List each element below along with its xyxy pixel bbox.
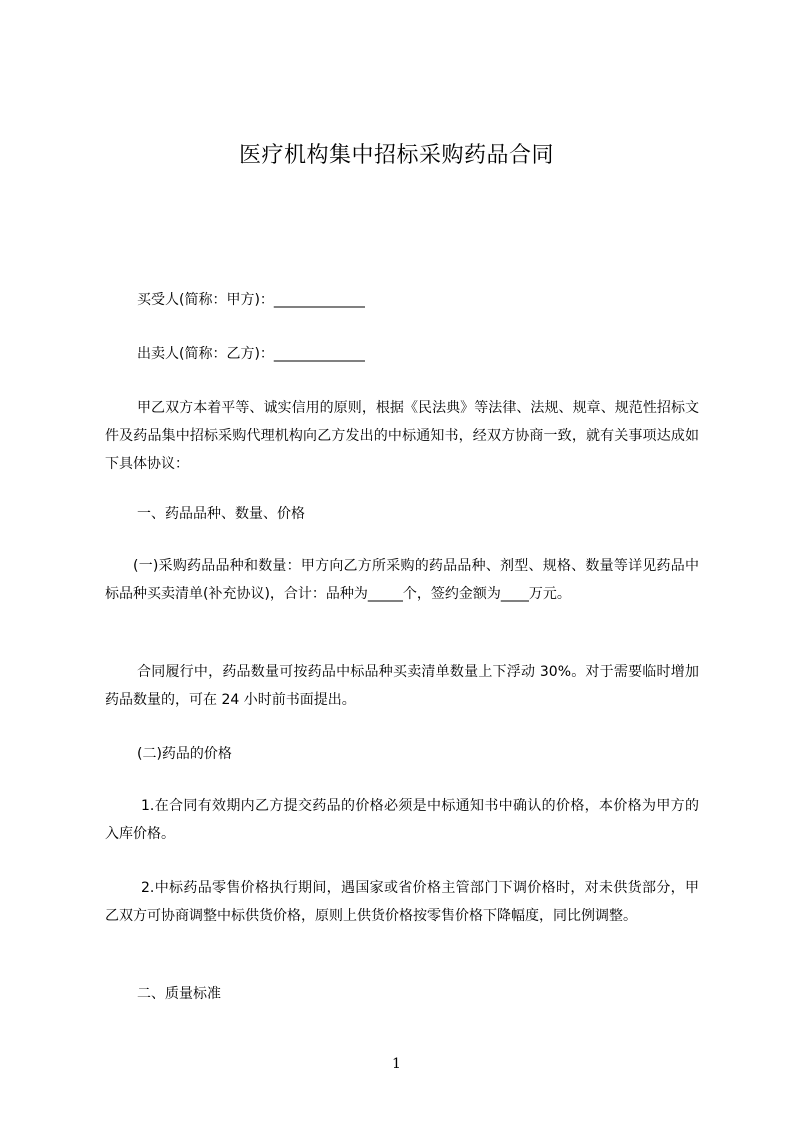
buyer-line: 买受人(简称：甲方)：_____________	[137, 292, 365, 308]
preamble-paragraph: 甲乙双方本着平等、诚实信用的原则，根据《民法典》等法律、法规、规章、规范性招标文件及药品集中招标采购代理机构向乙方发出的中标通知书，经双方协商一致，就有关事项达成如下具体协议：	[105, 400, 699, 472]
section-heading-quality-standard: 二、质量标准	[137, 986, 221, 1002]
document-title: 医疗机构集中招标采购药品合同	[238, 143, 554, 168]
page-number: 1	[392, 1056, 401, 1072]
quantity-note-paragraph: 合同履行中，药品数量可按药品中标品种买卖清单数量上下浮动 30%。对于需要临时增加药品数量的，可在 24 小时前书面提出。	[105, 664, 699, 708]
price-item-2: 2.中标药品零售价格执行期间，遇国家或省价格主管部门下调价格时，对未供货部分，甲乙双方可协商调整中标供货价格，原则上供货价格按零售价格下降幅度，同比例调整。	[105, 880, 699, 924]
seller-line: 出卖人(简称：乙方)：_____________	[137, 346, 365, 362]
subsection-purchase-quantity: (一)采购药品品种和数量：甲方向乙方所采购的药品品种、剂型、规格、数量等详见药品中标品种买卖清单(补充协议)，合计：品种为_____个，签约金额为____万元。	[105, 558, 699, 602]
price-item-1: 1.在合同有效期内乙方提交药品的价格必须是中标通知书中确认的价格，本价格为甲方的入库价格。	[105, 798, 699, 842]
subsection-drug-price: (二)药品的价格	[137, 746, 232, 762]
section-heading-drug-varieties: 一、药品品种、数量、价格	[137, 506, 305, 522]
